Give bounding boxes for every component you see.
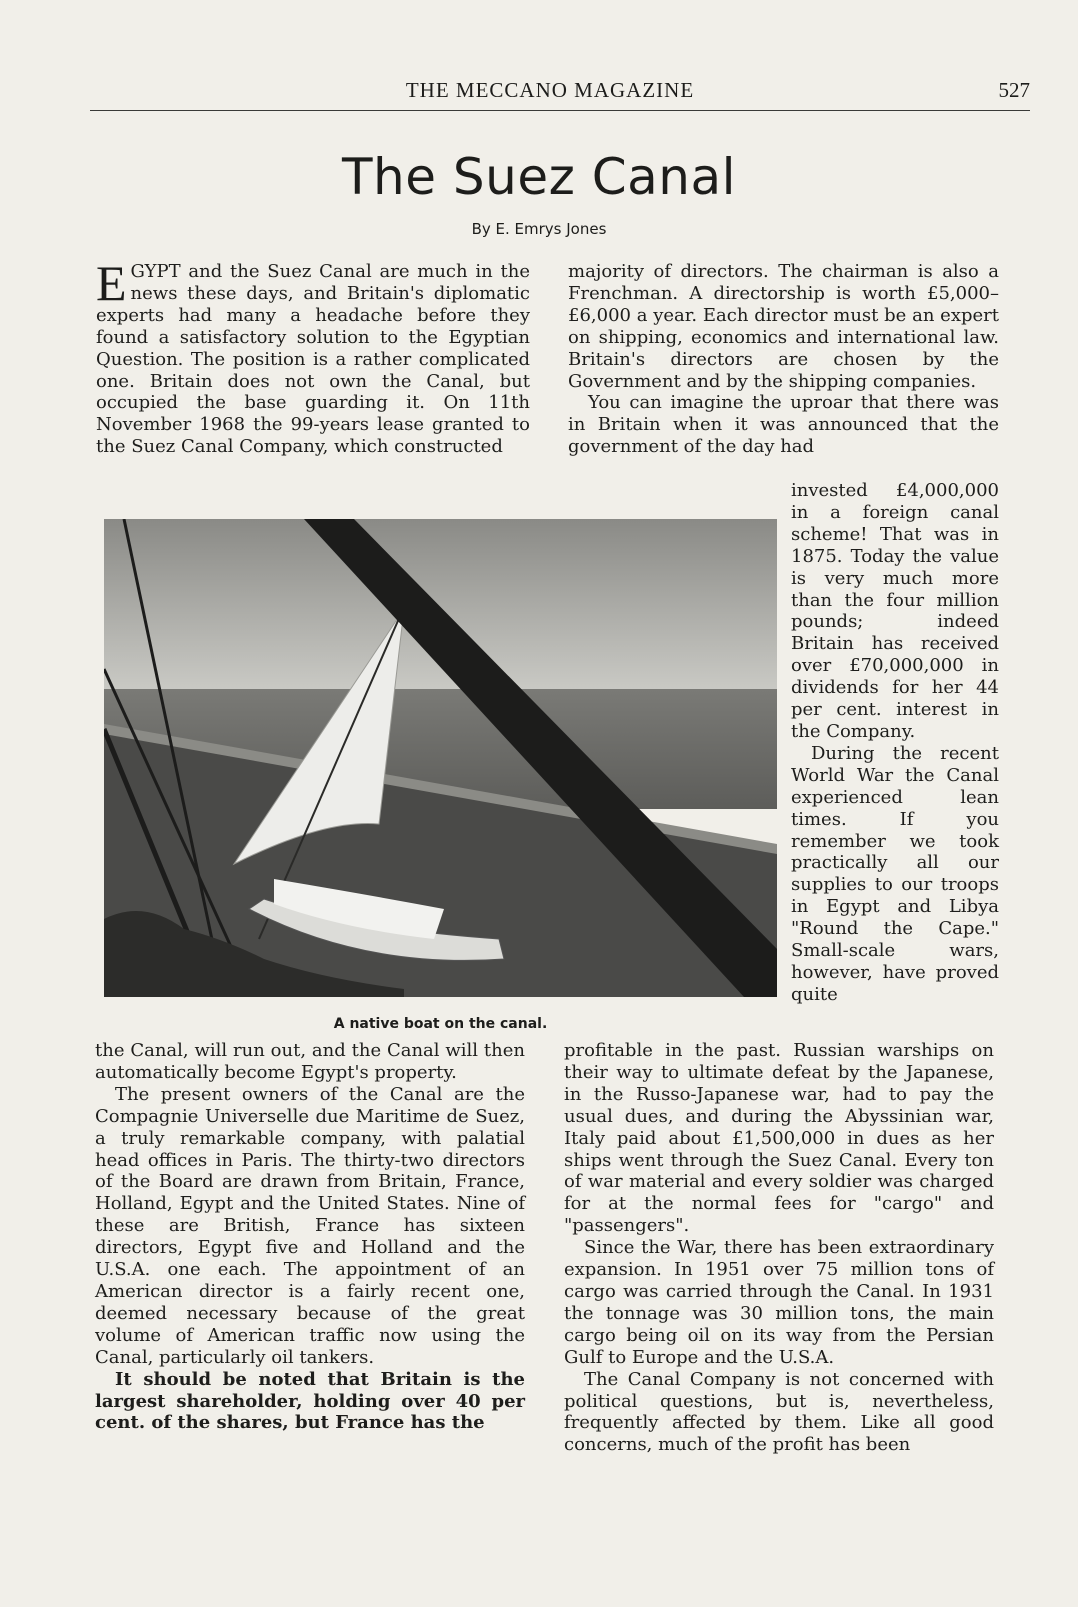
photo-native-boat bbox=[104, 519, 777, 997]
page-header bbox=[90, 78, 1030, 110]
header-rule bbox=[90, 110, 1030, 111]
column-2-bottom bbox=[564, 1040, 994, 1456]
paragraph: invested £4,000,000 in a foreign canal scheme! That was in 1875. Today the value is very much more than the four million pounds; indeed Britain has received over £70,000,000 in dividends for her 44 per cent. interest in the Company. bbox=[791, 480, 999, 742]
article-title: The Suez Canal bbox=[342, 148, 736, 206]
paragraph: It should be noted that Britain is the largest shareholder, holding over 40 per cent. of the shares, but France has the bbox=[95, 1368, 525, 1434]
boat-photo-illustration bbox=[104, 519, 777, 997]
paragraph: profitable in the past. Russian warships on their way to ultimate defeat by the Japanese, in the Russo-Japanese war, had to pay the usual dues, and during the Abyssinian war, Italy paid about £1,500,000 in dues as her ships went through the Suez Canal. Every ton of war material and every soldier was charged for at the normal fees for "cargo" and "passengers". bbox=[564, 1040, 994, 1237]
paragraph: You can imagine the uproar that there was in Britain when it was announced that the government of the day had bbox=[568, 392, 999, 458]
paragraph: the Canal, will run out, and the Canal will then automatically become Egypt's property. bbox=[95, 1040, 525, 1083]
byline: By E. Emrys Jones bbox=[471, 220, 607, 238]
drop-cap: E bbox=[96, 255, 127, 311]
paragraph: The present owners of the Canal are the Compagnie Universelle due Maritime de Suez, a truly remarkable company, with palatial head offices in Paris. The thirty-two directors of the Board are drawn from Britain, France, Holland, Egypt and the United States. Nine of these are British, France has sixteen directors, Egypt five and Holland and the U.S.A. one each. The appointment of an American director is a fairly recent one, deemed necessary because of the great volume of American traffic now using the Canal, particularly oil tankers. bbox=[95, 1083, 525, 1368]
column-2-top bbox=[568, 261, 999, 458]
column-1-top bbox=[96, 255, 530, 458]
paragraph: Since the War, there has been extraordinary expansion. In 1951 over 75 million tons of cargo was carried through the Canal. In 1931 the tonnage was 30 million tons, the main cargo being oil on its way from the Persian Gulf to Europe and the U.S.A. bbox=[564, 1237, 994, 1368]
paragraph bbox=[96, 255, 530, 458]
page-number: 527 bbox=[998, 78, 1030, 102]
paragraph: majority of directors. The chairman is also a Frenchman. A directorship is worth £5,000–£6,000 a year. Each director must be an expert on shipping, economics and international law. Britain's directors are chosen by the Government and by the shipping companies. bbox=[568, 261, 999, 392]
paragraph-text: GYPT and the Suez Canal are much in the news these days, and Britain's diplomatic experts had many a headache before they found a satisfactory solution to the Egyptian Question. The position is a rather complicated one. Britain does not own the Canal, but occupied the base guarding it. On 11th November 1968 the 99-years lease granted to the Suez Canal Company, which constructed bbox=[96, 261, 530, 458]
photo-caption: A native boat on the canal. bbox=[333, 1016, 548, 1032]
column-1-bottom bbox=[95, 1040, 525, 1434]
magazine-title: THE MECCANO MAGAZINE bbox=[405, 78, 695, 102]
paragraph: The Canal Company is not concerned with political questions, but is, nevertheless, frequently affected by them. Like all good concerns, much of the profit has been bbox=[564, 1368, 994, 1456]
paragraph: During the recent World War the Canal experienced lean times. If you remember we took practically all our supplies to our troops in Egypt and Libya "Round the Cape." Small-scale wars, however, have proved quite bbox=[791, 742, 999, 1005]
column-2-narrow bbox=[791, 480, 999, 1006]
